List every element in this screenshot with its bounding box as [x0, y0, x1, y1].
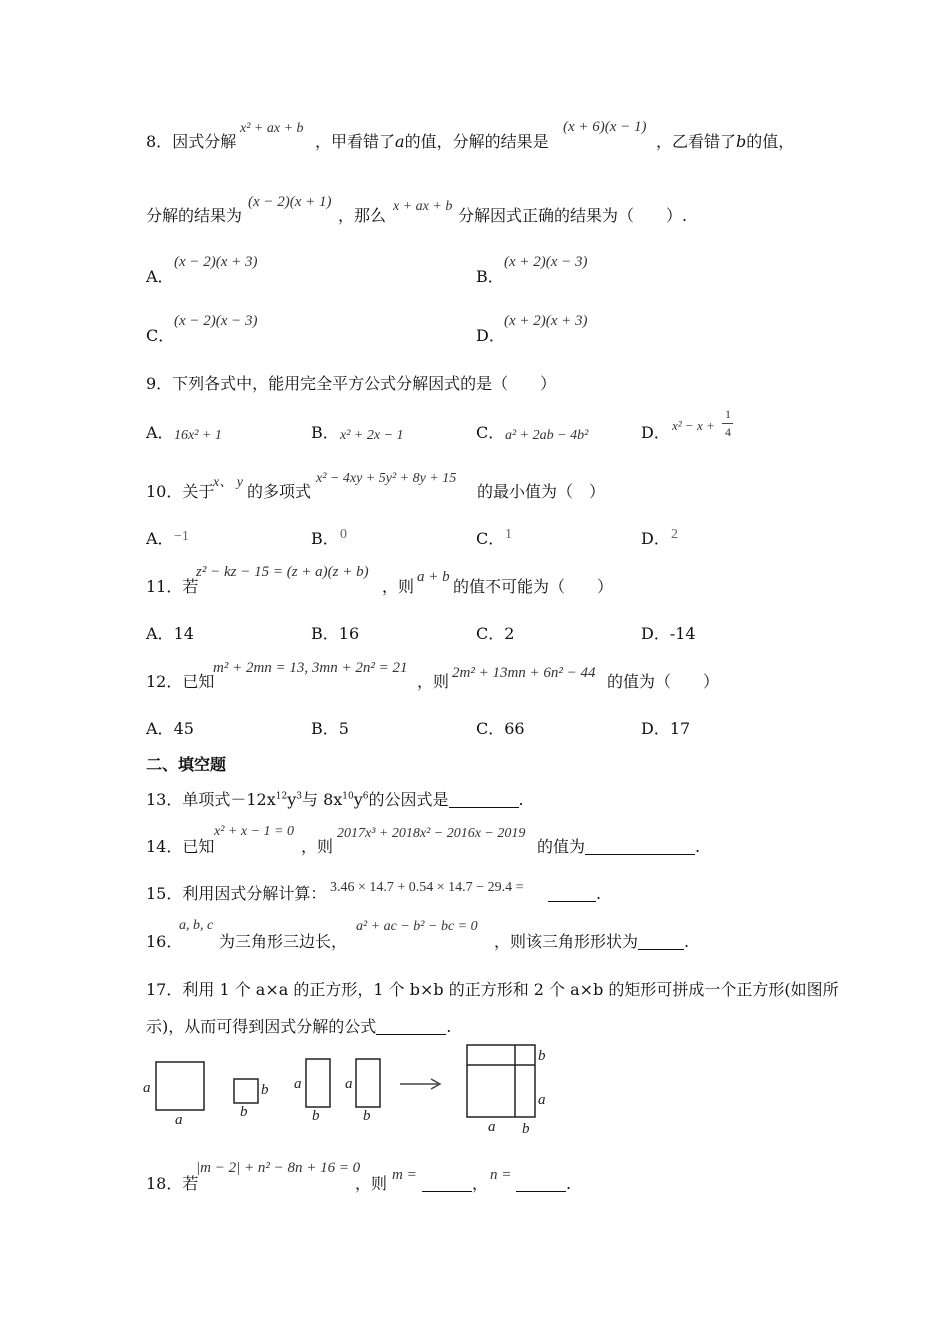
- rect-ab-2-side-label: a: [345, 1076, 353, 1092]
- q18-answer-blank-m[interactable]: [422, 1175, 472, 1192]
- q8-option-b: (x + 2)(x − 3): [504, 254, 588, 270]
- q13-answer-blank[interactable]: [449, 791, 519, 808]
- q8-option-c-label: C．: [146, 326, 175, 345]
- q14-text-1: 14．已知: [146, 837, 215, 856]
- q18-answer-blank-n[interactable]: [516, 1175, 566, 1192]
- q10-option-b: 0: [340, 527, 347, 542]
- rect-ab-2-shape: [356, 1059, 380, 1107]
- q17-line1: 17．利用 1 个 a×a 的正方形，1 个 b×b 的正方形和 2 个 a×b 的矩形可拼成一个正方形(如图所: [146, 980, 839, 999]
- combined-bottom-a-label: a: [488, 1119, 496, 1135]
- q15-expr-1: 3.46 × 14.7 + 0.54 × 14.7 − 29.4 =: [330, 880, 524, 895]
- rect-ab-1-side-label: a: [294, 1076, 302, 1092]
- square-b-shape: [234, 1079, 258, 1103]
- combined-right-b-label: b: [538, 1048, 546, 1064]
- q9-option-a-label: A．: [146, 423, 174, 442]
- q14-text-2: ，则: [301, 837, 334, 856]
- q16-expr-2: a² + ac − b² − bc = 0: [356, 919, 478, 934]
- q8-option-d: (x + 2)(x + 3): [504, 313, 588, 329]
- q10-expr-2: x² − 4xy + 5y² + 8y + 15: [316, 471, 457, 486]
- q8-expr-2: (x + 6)(x − 1): [563, 119, 647, 135]
- q15-answer-blank[interactable]: [548, 885, 596, 902]
- q9-option-d-label: D．: [641, 423, 670, 442]
- q18-blank-m-wrap: ，: [422, 1174, 488, 1194]
- q12-text-1: 12．已知: [146, 672, 215, 691]
- q8-option-b-label: B．: [476, 267, 504, 286]
- q10-option-a-label: A．: [146, 529, 174, 548]
- q14-expr-1: x² + x − 1 = 0: [214, 824, 294, 839]
- q16-text-3: ，则该三角形形状为 .: [494, 932, 690, 951]
- square-a-side-label: a: [143, 1080, 151, 1096]
- rect-ab-1-shape: [306, 1059, 330, 1107]
- q8-expr-1: x² + ax + b: [240, 121, 304, 136]
- q18-text-1: 18．若: [146, 1174, 199, 1193]
- q8-text-4: ，那么: [338, 206, 387, 225]
- q8-expr-3: (x − 2)(x + 1): [248, 194, 332, 210]
- q12-option-a: A．45: [146, 719, 194, 738]
- q18-expr-1: |m − 2| + n² − 8n + 16 = 0: [196, 1160, 361, 1176]
- q8-expr-4: x + ax + b: [393, 199, 453, 214]
- q11-text-2: ，则: [382, 577, 415, 596]
- q8-text-2: ，甲看错了a的值，分解的结果是: [315, 132, 549, 151]
- q11-option-b: B．16: [311, 624, 360, 643]
- q11-expr-2: a + b: [417, 569, 450, 585]
- q14-text-3: 的值为 .: [537, 837, 701, 856]
- q11-expr-1: z² − kz − 15 = (z + a)(z + b): [196, 564, 369, 580]
- q17-line2: 示)，从而可得到因式分解的公式 .: [146, 1017, 452, 1036]
- rect-ab-1-bottom-label: b: [312, 1108, 320, 1124]
- q8-option-c: (x − 2)(x − 3): [174, 313, 258, 329]
- combined-right-a-label: a: [538, 1092, 546, 1108]
- q10-option-b-label: B．: [311, 529, 339, 548]
- q10-option-c-label: C．: [476, 529, 505, 548]
- q10-option-d-label: D．: [641, 529, 670, 548]
- q16-answer-blank[interactable]: [638, 933, 684, 950]
- q18-text-2: ，则: [355, 1174, 388, 1193]
- q10-expr-1: x、 y: [213, 475, 243, 490]
- q10-text-3: 的最小值为（ ）: [477, 482, 606, 501]
- q9-option-d-frac-bar: [722, 423, 733, 424]
- q9-option-a: 16x² + 1: [174, 428, 222, 443]
- q12-text-2: ，则: [417, 672, 450, 691]
- q9-option-b: x² + 2x − 1: [340, 428, 404, 443]
- q11-option-a: A．14: [146, 624, 194, 643]
- q10-option-a: −1: [174, 529, 189, 544]
- q11-option-d: D．-14: [641, 624, 696, 643]
- q8-option-d-label: D．: [476, 326, 505, 345]
- square-b-bottom-label: b: [240, 1104, 248, 1120]
- q15-text-1: 15．利用因式分解计算：: [146, 884, 327, 903]
- q9-option-d: x² − x +: [672, 418, 715, 433]
- q12-text-3: 的值为（ ）: [607, 672, 720, 691]
- q9-option-d-frac-den: 4: [725, 425, 731, 439]
- q9-stem: 9．下列各式中，能用完全平方公式分解因式的是（ ）: [146, 374, 557, 393]
- square-a-bottom-label: a: [175, 1112, 183, 1128]
- q17-answer-blank[interactable]: [376, 1018, 446, 1035]
- q9-option-b-label: B．: [311, 423, 339, 442]
- q10-text-2: 的多项式: [247, 482, 312, 501]
- q8-text-3: ，乙看错了b的值，: [656, 132, 795, 151]
- q9-option-c: a² + 2ab − 4b²: [505, 428, 589, 443]
- q10-text-1: 10．关于: [146, 482, 215, 501]
- rect-ab-2-bottom-label: b: [363, 1108, 371, 1124]
- q12-expr-2: 2m² + 13mn + 6n² − 44: [452, 665, 596, 681]
- q15-blank-wrap: .: [548, 884, 601, 904]
- q8-line2: 分解的结果为: [146, 206, 243, 225]
- combined-square-shape: [467, 1045, 535, 1117]
- q9-option-c-label: C．: [476, 423, 505, 442]
- q12-option-c: C．66: [476, 719, 525, 738]
- q8-option-a-label: A．: [146, 267, 174, 286]
- q12-option-b: B．5: [311, 719, 349, 738]
- square-a-shape: [156, 1062, 204, 1110]
- q16-text-1: 16．: [146, 932, 183, 951]
- q14-expr-2: 2017x³ + 2018x² − 2016x − 2019: [337, 826, 526, 841]
- q10-option-d: 2: [671, 527, 678, 542]
- q11-option-c: C．2: [476, 624, 515, 643]
- q17-figure: [138, 1042, 558, 1142]
- q16-text-2: 为三角形三边长，: [219, 932, 348, 951]
- q18-blank-n-wrap: .: [516, 1174, 571, 1194]
- q13: 13．单项式$-12x^{12}y^3$与 $8x^{10}y^6$的公因式是 .: [146, 790, 524, 809]
- q10-option-c: 1: [505, 527, 512, 542]
- q11-text-3: 的值不可能为（ ）: [453, 577, 614, 596]
- square-b-side-label: b: [261, 1082, 269, 1098]
- q11-text-1: 11．若: [146, 577, 199, 596]
- q14-answer-blank[interactable]: [585, 838, 695, 855]
- q12-expr-1: m² + 2mn = 13, 3mn + 2n² = 21: [213, 660, 408, 676]
- q8-line1: 8．因式分解: [146, 132, 237, 151]
- q9-option-d-frac-num: 1: [725, 407, 731, 421]
- q8-text-5: 分解因式正确的结果为（ ）.: [458, 206, 688, 225]
- q18-expr-3: n =: [490, 1167, 512, 1183]
- q8-option-a: (x − 2)(x + 3): [174, 254, 258, 270]
- section-heading-fill-blank: 二、填空题: [146, 755, 227, 774]
- q12-option-d: D．17: [641, 719, 691, 738]
- combined-bottom-b-label: b: [522, 1121, 530, 1137]
- q16-expr-1: a, b, c: [179, 918, 214, 933]
- q18-expr-2: m =: [392, 1167, 417, 1183]
